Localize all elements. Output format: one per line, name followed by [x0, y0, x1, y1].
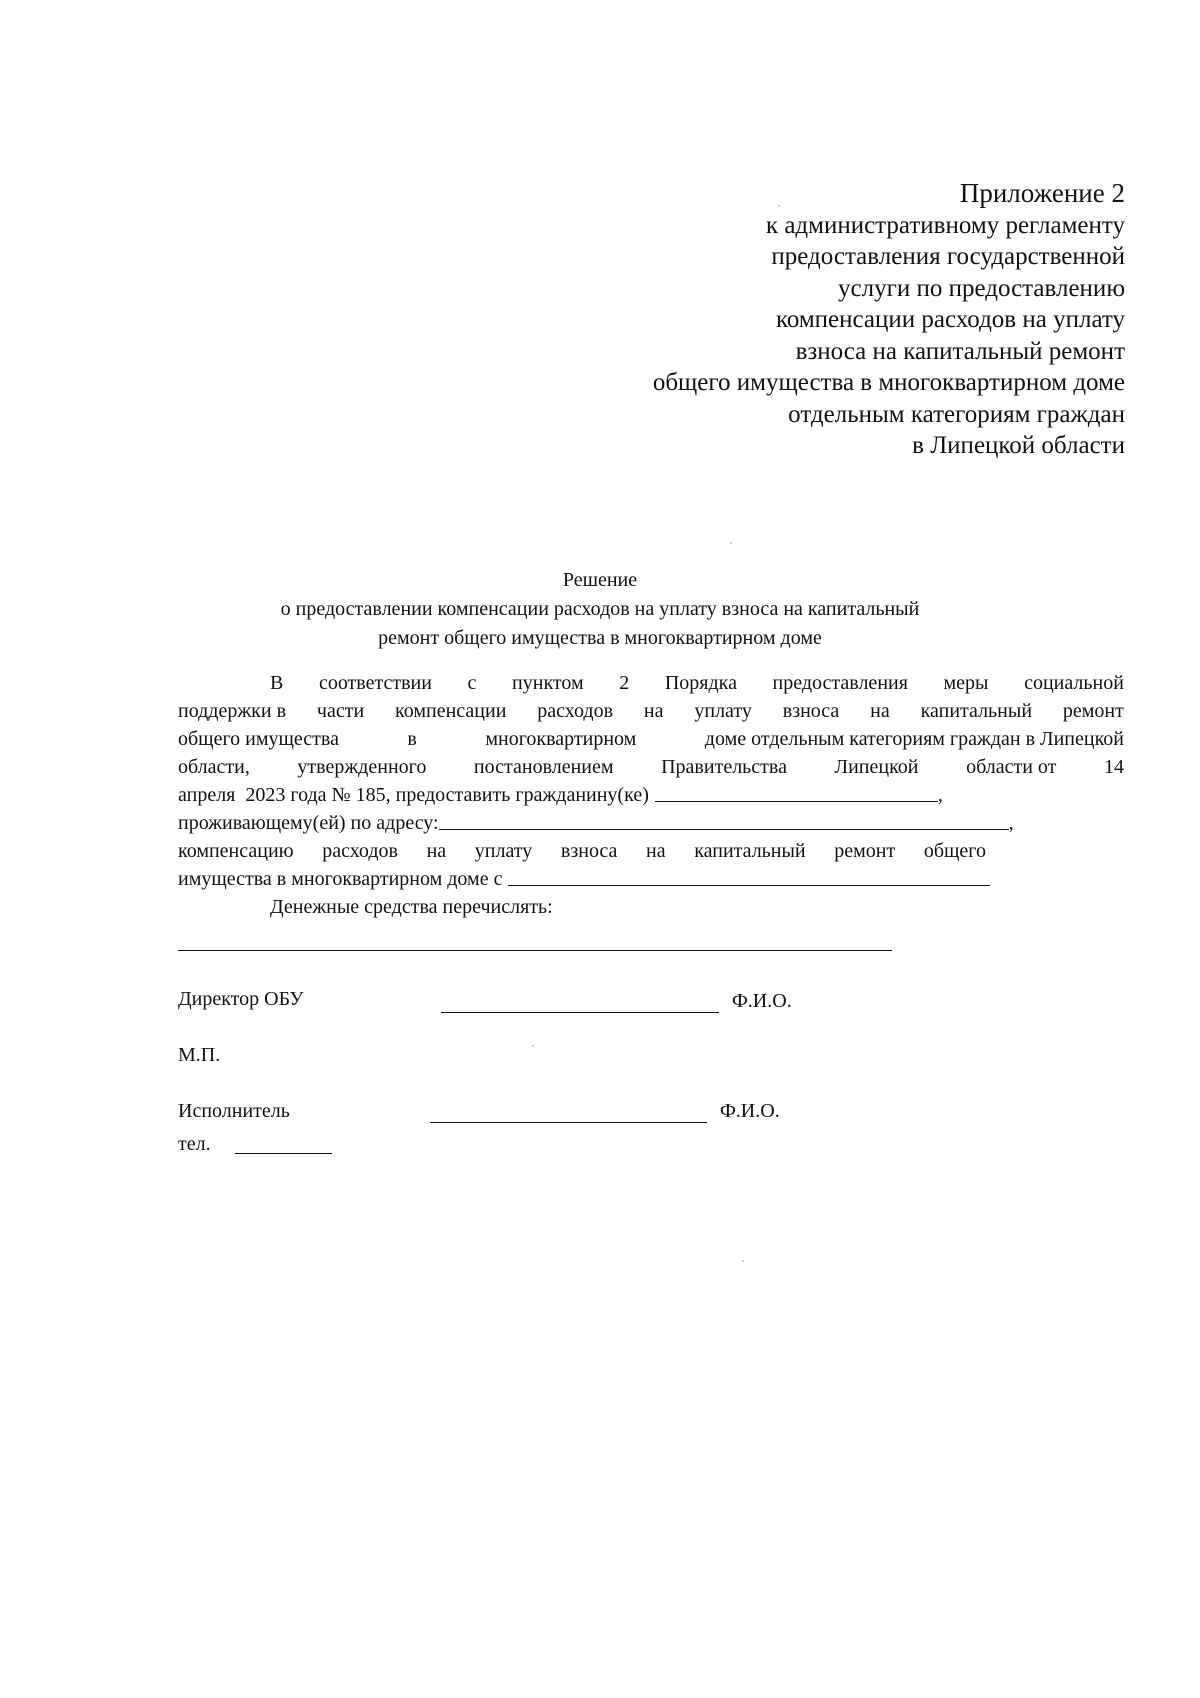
scan-speck — [778, 205, 780, 207]
decision-title: Решение — [562, 569, 638, 591]
scan-speck — [730, 542, 732, 544]
appendix-line: общего имущества в многоквартирном доме — [652, 369, 1125, 396]
decision-subtitle-line: о предоставлении компенсации расходов на уплату взноса на капитальный — [280, 598, 920, 620]
word: утвержденного — [297, 756, 427, 778]
word: с — [467, 672, 477, 694]
word: ремонт — [834, 840, 896, 862]
word: общего — [923, 840, 986, 862]
word: постановлением — [473, 756, 614, 778]
appendix-line: услуги по предоставлению — [838, 274, 1125, 302]
appendix-line: отдельным категориям граждан — [788, 400, 1125, 428]
phone-label: тел. — [178, 1133, 211, 1155]
word: предоставления — [772, 672, 908, 694]
body-line-2 — [178, 697, 1124, 725]
word: капитальный — [694, 840, 806, 862]
word: взноса — [782, 700, 840, 722]
scan-speck — [742, 1260, 744, 1262]
appendix-line: компенсации расходов на уплату — [775, 306, 1125, 333]
word: на — [646, 840, 666, 862]
word: 14 — [1103, 756, 1124, 778]
word: на — [870, 700, 890, 722]
appendix-line: к административному регламенту — [765, 211, 1125, 239]
word: компенсации — [395, 700, 507, 722]
scan-speck — [532, 1045, 534, 1047]
body-line-9 — [178, 893, 1124, 921]
word: В — [270, 672, 284, 694]
address-blank[interactable] — [439, 809, 1009, 830]
body-line-4 — [178, 753, 1124, 781]
start-date-text: имущества в многоквартирном доме с — [178, 868, 503, 890]
decision-heading — [0, 566, 1200, 653]
executor-fio: Ф.И.О. — [720, 1100, 780, 1122]
word: на — [426, 840, 447, 862]
word: расходов — [537, 700, 614, 722]
word: соответствии — [318, 672, 432, 694]
word: Правительства — [661, 756, 787, 778]
recipient-text: апреля 2023 года № 185, предоставить гражданину(ке) — [178, 784, 649, 806]
word: части — [316, 700, 365, 722]
start-date-blank[interactable] — [508, 865, 990, 886]
appendix-line: предоставления государственной — [771, 243, 1125, 270]
body-line-5 — [178, 781, 1124, 809]
appendix-line: в Липецкой области — [912, 432, 1125, 459]
body-line-3 — [178, 725, 1124, 753]
word: социальной — [1024, 672, 1124, 694]
word: Порядка — [664, 672, 737, 694]
body-line-7 — [178, 837, 986, 865]
stamp-label: М.П. — [178, 1044, 221, 1066]
decision-body — [178, 669, 1124, 921]
appendix-line: взноса на капитальный ремонт — [795, 337, 1125, 365]
word: капитальный — [920, 700, 1033, 722]
word: расходов — [322, 840, 398, 862]
director-label: Директор ОБУ — [178, 988, 304, 1010]
word: Липецкой — [834, 756, 919, 778]
body-line-6 — [178, 809, 1124, 837]
body-line-8 — [178, 865, 1124, 893]
word: пунктом — [512, 672, 584, 694]
decision-subtitle-line: ремонт общего имущества в многоквартирном доме — [378, 627, 822, 649]
address-text: проживающему(ей) по адресу: — [178, 812, 439, 834]
word: уплату — [694, 700, 752, 722]
comma: , — [937, 784, 943, 806]
transfer-text: Денежные средства перечислять: — [270, 896, 553, 918]
body-line-1 — [178, 669, 1124, 697]
word: меры — [943, 672, 989, 694]
word: многоквартирном — [485, 728, 637, 750]
word: доме отдельным категориям граждан в Липецкой — [704, 728, 1124, 750]
word: на — [643, 700, 664, 722]
director-fio: Ф.И.О. — [732, 990, 792, 1012]
comma: , — [1008, 812, 1014, 834]
transfer-details-blank[interactable] — [178, 950, 892, 951]
word: 2 — [619, 672, 630, 694]
word: в — [407, 728, 417, 750]
recipient-name-blank[interactable] — [655, 781, 938, 802]
director-signature-blank[interactable] — [441, 1012, 719, 1013]
appendix-title: Приложение 2 — [959, 178, 1125, 208]
executor-label: Исполнитель — [178, 1100, 290, 1122]
word: уплату — [474, 840, 533, 862]
word: области, — [178, 756, 250, 778]
word: компенсацию — [178, 840, 294, 862]
word: ремонт — [1062, 700, 1124, 722]
phone-blank[interactable] — [235, 1153, 332, 1154]
word: взноса — [560, 840, 618, 862]
word: поддержки в — [178, 700, 287, 722]
word: общего имущества — [178, 728, 339, 750]
executor-signature-blank[interactable] — [430, 1122, 707, 1123]
word: области от — [966, 756, 1057, 778]
appendix-header — [653, 178, 1125, 462]
